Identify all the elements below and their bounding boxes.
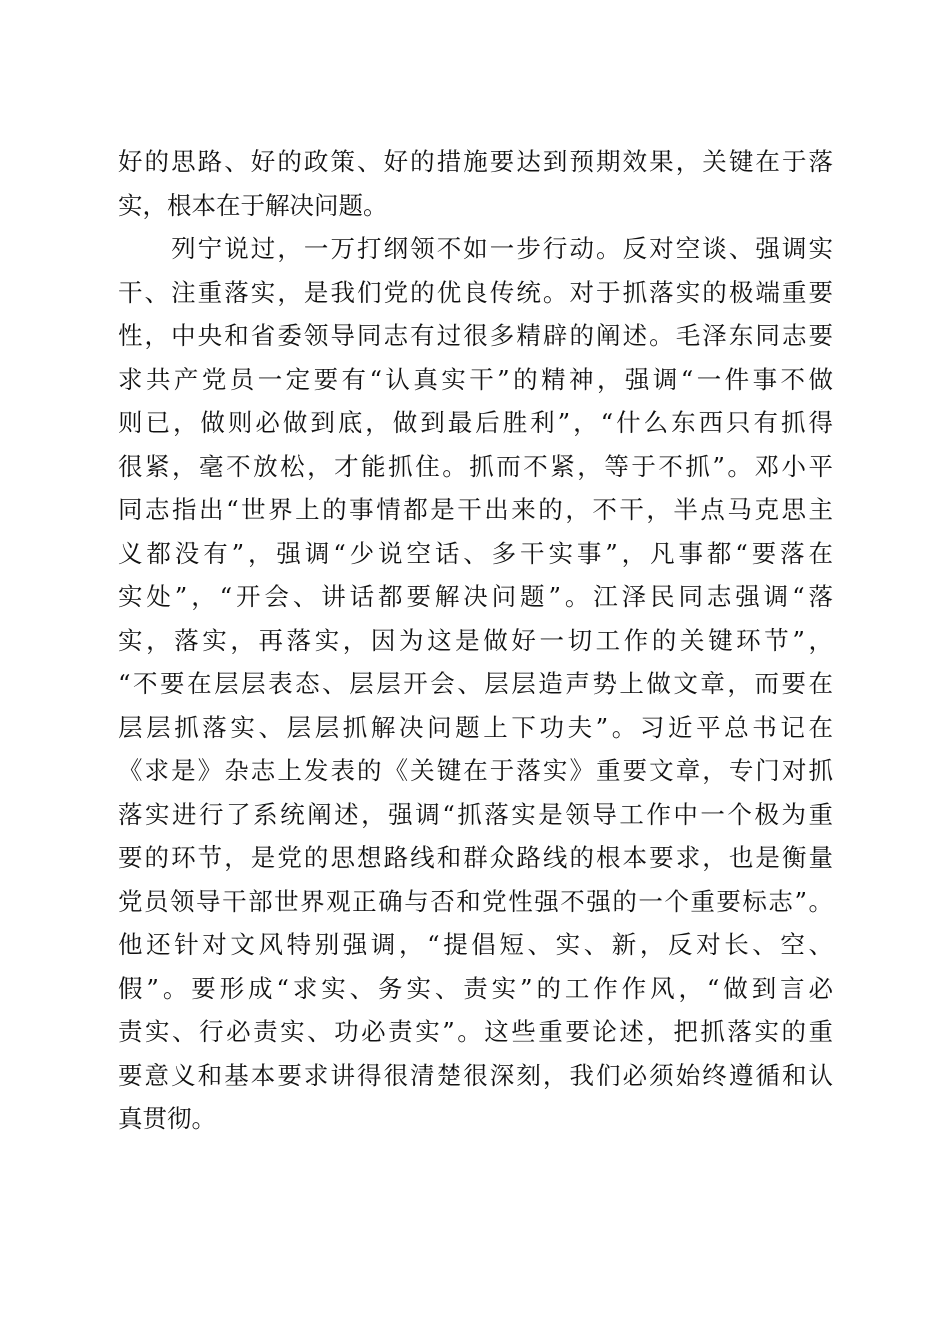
text-line: 求共产党员一定要有“认真实干”的精神，强调“一件事不做 [118, 364, 833, 394]
text-line: 义都没有”，强调“少说空话、多干实事”，凡事都“要落在 [118, 538, 833, 568]
text-line: 《求是》杂志上发表的《关键在于落实》重要文章，专门对抓 [118, 756, 833, 785]
text-line: 落实进行了系统阐述，强调“抓落实是领导工作中一个极为重 [118, 799, 833, 829]
text-line: 实处”，“开会、讲话都要解决问题”。江泽民同志强调“落 [118, 582, 833, 611]
text-line: 党员领导干部世界观正确与否和党性强不强的一个重要标志”。 [118, 886, 833, 916]
text-line: 则已，做则必做到底，做到最后胜利”，“什么东西只有抓得 [118, 408, 833, 437]
text-line: 责实、行必责实、功必责实”。这些重要论述，把抓落实的重 [118, 1017, 833, 1046]
text-line: 好的思路、好的政策、好的措施要达到预期效果，关键在于落 [118, 147, 833, 176]
text-line: “不要在层层表态、层层开会、层层造声势上做文章，而要在 [118, 669, 833, 698]
text-line: 层层抓落实、层层抓解决问题上下功夫”。习近平总书记在 [118, 712, 833, 742]
text-line: 干、注重落实，是我们党的优良传统。对于抓落实的极端重要 [118, 277, 833, 307]
text-line: 他还针对文风特别强调，“提倡短、实、新，反对长、空、 [118, 930, 833, 959]
text-line: 要意义和基本要求讲得很清楚很深刻，我们必须始终遵循和认 [118, 1060, 833, 1090]
body-text [118, 140, 833, 1141]
text-line: 列宁说过，一万打纲领不如一步行动。反对空谈、强调实 [118, 234, 833, 263]
text-line: 要的环节，是党的思想路线和群众路线的根本要求，也是衡量 [118, 843, 833, 872]
text-line: 假”。要形成“求实、务实、责实”的工作作风，“做到言必 [118, 973, 833, 1003]
text-line: 性，中央和省委领导同志有过很多精辟的阐述。毛泽东同志要 [118, 321, 833, 350]
text-line: 实，根本在于解决问题。 [118, 190, 388, 220]
text-line: 同志指出“世界上的事情都是干出来的，不干，半点马克思主 [118, 495, 833, 524]
text-line: 很紧，毫不放松，才能抓住。抓而不紧，等于不抓”。邓小平 [118, 451, 833, 481]
text-line: 实，落实，再落实，因为这是做好一切工作的关键环节”， [118, 625, 833, 655]
text-line: 真贯彻。 [118, 1104, 216, 1133]
